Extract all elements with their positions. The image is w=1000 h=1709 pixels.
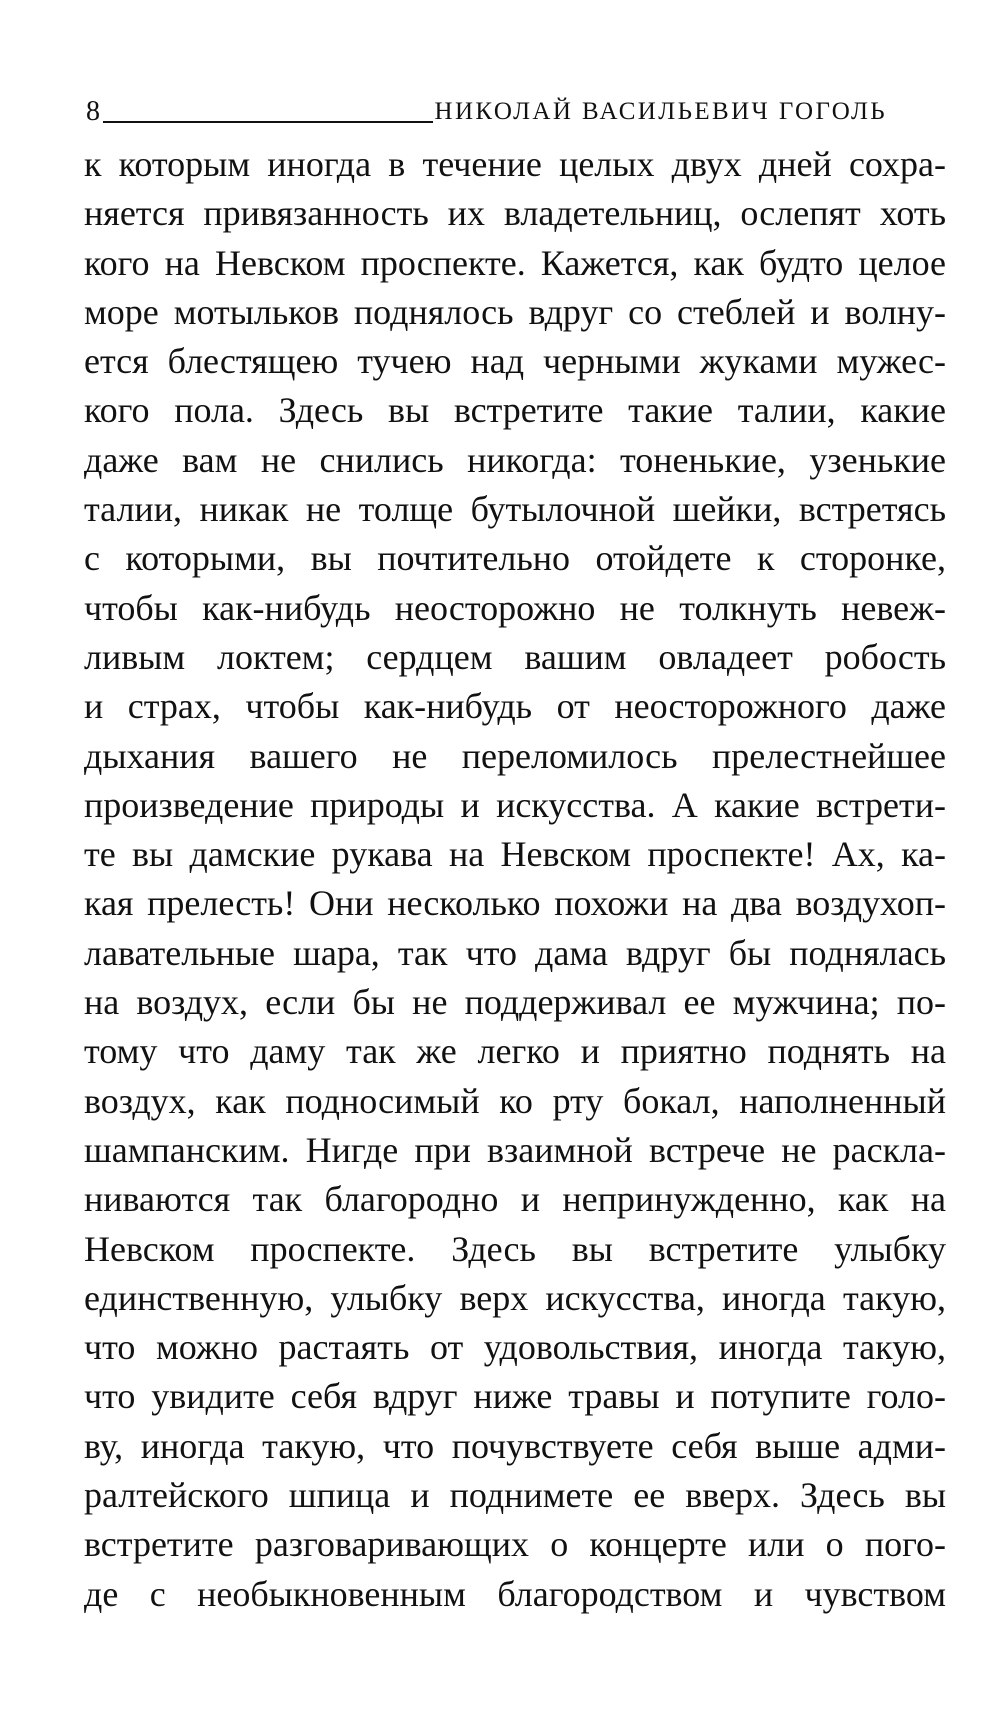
text-line: ралтейского шпица и поднимете ее вверх. Здесь вы xyxy=(84,1475,946,1516)
text-line: ется блестящею тучею над черными жуками мужес- xyxy=(84,341,946,382)
text-line: что можно растаять от удовольствия, иногда такую, xyxy=(84,1327,946,1368)
text-line: даже вам не снились никогда: тоненькие, узенькие xyxy=(84,439,946,480)
text-line: де с необыкновенным благородством и чувством xyxy=(84,1573,946,1614)
text-line: дыхания вашего не переломилось прелестнейшее xyxy=(84,735,946,776)
text-line: ву, иногда такую, что почувствуете себя выше адми- xyxy=(84,1425,946,1466)
text-line: тому что даму так же легко и приятно поднять на xyxy=(84,1031,946,1072)
text-line: те вы дамские рукава на Невском проспекте! Ах, ка- xyxy=(84,834,946,875)
text-line: кого на Невском проспекте. Кажется, как будто целое xyxy=(84,242,946,283)
text-line: ливым локтем; сердцем вашим овладеет робость xyxy=(84,636,946,677)
text-line: на воздух, если бы не поддерживал ее мужчина; по- xyxy=(84,982,946,1023)
text-line: единственную, улыбку верх искусства, иногда такую, xyxy=(84,1277,946,1318)
page-number: 8 xyxy=(86,96,101,127)
text-line: к которым иногда в течение целых двух дней сохра- xyxy=(84,144,946,184)
text-line: с которыми, вы почтительно отойдете к сторонке, xyxy=(84,538,946,579)
text-line: что увидите себя вдруг ниже травы и потупите голо- xyxy=(84,1376,946,1417)
text-line: шампанским. Нигде при взаимной встрече не раскла- xyxy=(84,1129,946,1170)
text-line: талии, никак не толще бутылочной шейки, встретясь xyxy=(84,489,946,530)
running-head xyxy=(86,86,944,126)
author-name: НИКОЛАЙ ВАСИЛЬЕВИЧ ГОГОЛЬ xyxy=(434,98,888,125)
text-line: ниваются так благородно и непринужденно, как на xyxy=(84,1179,946,1220)
text-line: и страх, чтобы как-нибудь от неосторожного даже xyxy=(84,686,946,727)
text-line: море мотыльков поднялось вдруг со стеблей и волну- xyxy=(84,291,946,332)
text-line: кого пола. Здесь вы встретите такие талии, какие xyxy=(84,390,946,431)
text-line: произведение природы и искусства. А какие встрети- xyxy=(84,784,946,825)
text-line: кая прелесть! Они несколько похожи на два воздухоп- xyxy=(84,883,946,924)
text-line: няется привязанность их владетельниц, ослепят хоть xyxy=(84,193,946,234)
text-line: воздух, как подносимый ко рту бокал, наполненный xyxy=(84,1080,946,1121)
text-line: Невском проспекте. Здесь вы встретите улыбку xyxy=(84,1228,946,1269)
text-line: лавательные шара, так что дама вдруг бы поднялась xyxy=(84,932,946,973)
body-text xyxy=(84,140,946,1619)
header-rule xyxy=(103,121,433,123)
text-line: чтобы как-нибудь неосторожно не толкнуть невеж- xyxy=(84,587,946,628)
text-line: встретите разговаривающих о концерте или о пого- xyxy=(84,1524,946,1565)
